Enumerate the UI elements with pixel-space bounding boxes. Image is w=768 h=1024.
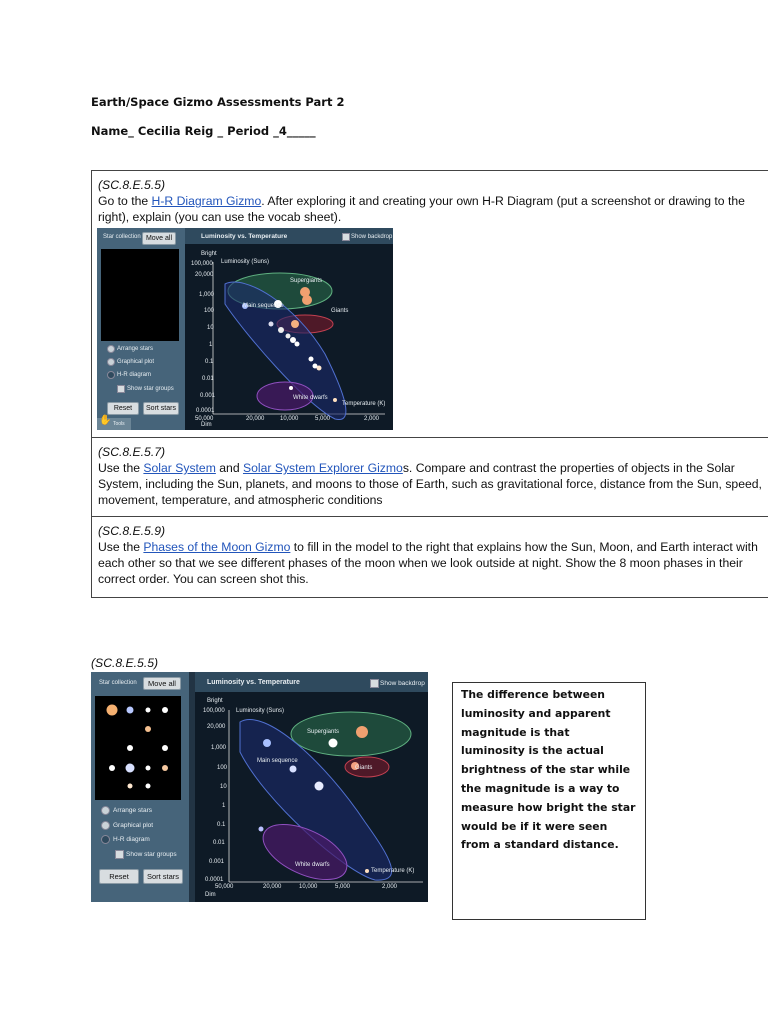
giants-label: Giants: [355, 765, 373, 771]
y-tick: 1: [222, 803, 226, 809]
hr-gizmo-screenshot-large: [91, 672, 428, 902]
main-sequence-label: Main sequence: [257, 758, 298, 764]
y-axis-label: Luminosity (Suns): [221, 259, 270, 265]
standard-code: (SC.8.E.5.9): [98, 524, 166, 538]
x-tick: 5,000: [315, 416, 331, 422]
graphical-plot-label: Graphical plot: [113, 822, 154, 829]
x-tick: 20,000: [263, 884, 282, 890]
sort-stars-button[interactable]: Sort stars: [143, 402, 179, 415]
y-tick: 1,000: [199, 292, 215, 298]
hr-diagram-radio[interactable]: [107, 371, 115, 379]
y-tick: 100: [217, 765, 228, 771]
name-period-line: Name_ Cecilia Reig _ Period _4_____: [91, 124, 316, 138]
y-tick: 20,000: [207, 724, 226, 730]
main-sequence-label: Main sequence: [243, 303, 284, 309]
move-all-button[interactable]: Move all: [143, 677, 181, 690]
tools-label: Tools: [113, 421, 125, 427]
y-tick: 100: [204, 308, 215, 314]
dim-label: Dim: [205, 892, 216, 898]
hr-diagram-label: H-R diagram: [117, 372, 152, 378]
row3-text: Use the: [98, 540, 144, 554]
standard-code: (SC.8.E.5.7): [98, 445, 166, 459]
arrange-stars-radio[interactable]: [101, 806, 110, 815]
y-tick: 0.1: [205, 359, 214, 365]
y-tick: 20,000: [195, 272, 214, 278]
x-tick: 10,000: [299, 884, 318, 890]
table-row-moon-phases: [91, 516, 768, 598]
tools-tab[interactable]: [97, 415, 131, 430]
reset-button[interactable]: Reset: [99, 869, 139, 884]
y-tick: 0.01: [202, 376, 214, 382]
row2-text-and: and: [215, 461, 243, 475]
star-collection-label: Star collection: [99, 680, 137, 686]
show-star-groups-checkbox[interactable]: [115, 850, 124, 859]
chart-title: Luminosity vs. Temperature: [207, 679, 300, 686]
show-backdrop-label: Show backdrop: [380, 680, 425, 687]
dim-label: Dim: [201, 422, 212, 428]
section2-standard-code: (SC.8.E.5.5): [91, 656, 159, 670]
solar-system-explorer-gizmo-link[interactable]: Solar System Explorer Gizmo: [242, 461, 403, 475]
y-tick: 0.001: [209, 859, 225, 865]
giants-label: Giants: [331, 308, 349, 314]
arrange-stars-label: Arrange stars: [117, 346, 154, 352]
y-tick: 0.0001: [196, 408, 215, 414]
supergiants-label: Supergiants: [307, 729, 340, 735]
table-row-solar-system: [91, 437, 768, 517]
arrange-stars-label: Arrange stars: [113, 807, 153, 814]
x-tick: 20,000: [246, 416, 265, 422]
x-tick: 10,000: [280, 416, 299, 422]
show-star-groups-label: Show star groups: [127, 386, 174, 392]
x-axis-label: Temperature (K): [371, 868, 415, 874]
hr-diagram-label: H-R diagram: [113, 836, 150, 843]
y-tick: 10: [220, 784, 227, 790]
show-backdrop-checkbox[interactable]: [370, 679, 379, 688]
row2-text: Use the: [98, 461, 144, 475]
reset-button[interactable]: Reset: [107, 402, 139, 415]
y-tick: 10: [207, 325, 214, 331]
graphical-plot-radio[interactable]: [107, 358, 115, 366]
y-tick: 1,000: [211, 745, 227, 751]
white-dwarfs-label: White dwarfs: [293, 395, 328, 401]
graphical-plot-radio[interactable]: [101, 821, 110, 830]
show-backdrop-label: Show backdrop: [351, 234, 393, 240]
y-tick: 0.0001: [205, 877, 224, 883]
show-star-groups-label: Show star groups: [126, 851, 177, 858]
x-tick: 50,000: [215, 884, 234, 890]
y-tick: 0.01: [213, 840, 225, 846]
answer-text-box: The difference between luminosity and apparent magnitude is that luminosity is the actual brightness of the star while the magnitude is a way to measure how bright the star would be if it were seen from a standard distance.: [452, 682, 646, 920]
x-axis-label: Temperature (K): [342, 401, 386, 407]
hand-icon: ✋: [99, 415, 112, 426]
x-tick: 5,000: [335, 884, 351, 890]
y-axis-label: Luminosity (Suns): [236, 708, 285, 714]
move-all-button[interactable]: Move all: [142, 232, 176, 245]
hr-diagram-radio[interactable]: [101, 835, 110, 844]
white-dwarfs-label: White dwarfs: [295, 862, 330, 868]
hr-diagram-gizmo-link[interactable]: H-R Diagram Gizmo: [151, 194, 262, 208]
arrange-stars-radio[interactable]: [107, 345, 115, 353]
y-tick: 1: [209, 342, 213, 348]
standard-code: (SC.8.E.5.5): [98, 178, 166, 192]
x-tick: 2,000: [382, 884, 398, 890]
document-title: Earth/Space Gizmo Assessments Part 2: [91, 95, 345, 109]
y-tick: 0.001: [200, 393, 216, 399]
hr-gizmo-screenshot-small: [97, 228, 393, 430]
solar-system-link[interactable]: Solar System: [143, 461, 216, 475]
star-collection-area: [95, 696, 181, 800]
row3-text-rest: to fill in the model to the right that explains how the Sun, Moon, and Earth interact with each other so that we see different phases of the moon when we look outside at night. Show the 8 moon phases in their correct order. You can screen shot this.: [98, 540, 758, 586]
show-star-groups-checkbox[interactable]: [117, 385, 125, 393]
y-tick: 100,000: [203, 708, 225, 714]
supergiants-label: Supergiants: [290, 278, 323, 284]
y-tick: 100,000: [191, 261, 213, 267]
row1-text: Go to the: [98, 194, 152, 208]
sort-stars-button[interactable]: Sort stars: [143, 869, 183, 884]
row1-text-after: . After exploring it and creating your own H-R Diagram (put a screenshot or drawing to the right), explain (you can use the vocab sheet).: [98, 194, 745, 224]
graphical-plot-label: Graphical plot: [117, 359, 155, 365]
y-tick: 0.1: [217, 822, 226, 828]
star-collection-area: [101, 249, 179, 341]
star-collection-label: Star collection: [103, 234, 141, 240]
phases-of-the-moon-gizmo-link[interactable]: Phases of the Moon Gizmo: [143, 540, 291, 554]
row2-text-rest: s. Compare and contrast the properties of objects in the Solar System, including the Sun, planets, and moons to those of Earth, such as gravitational force, distance from the Sun, speed, movement, temperature, and atmospheric conditions: [98, 461, 762, 507]
x-tick: 2,000: [364, 416, 380, 422]
chart-title: Luminosity vs. Temperature: [201, 233, 288, 240]
show-backdrop-checkbox[interactable]: [342, 233, 350, 241]
bright-label: Bright: [207, 698, 223, 704]
x-tick: 50,000: [195, 416, 214, 422]
bright-label: Bright: [201, 251, 217, 257]
